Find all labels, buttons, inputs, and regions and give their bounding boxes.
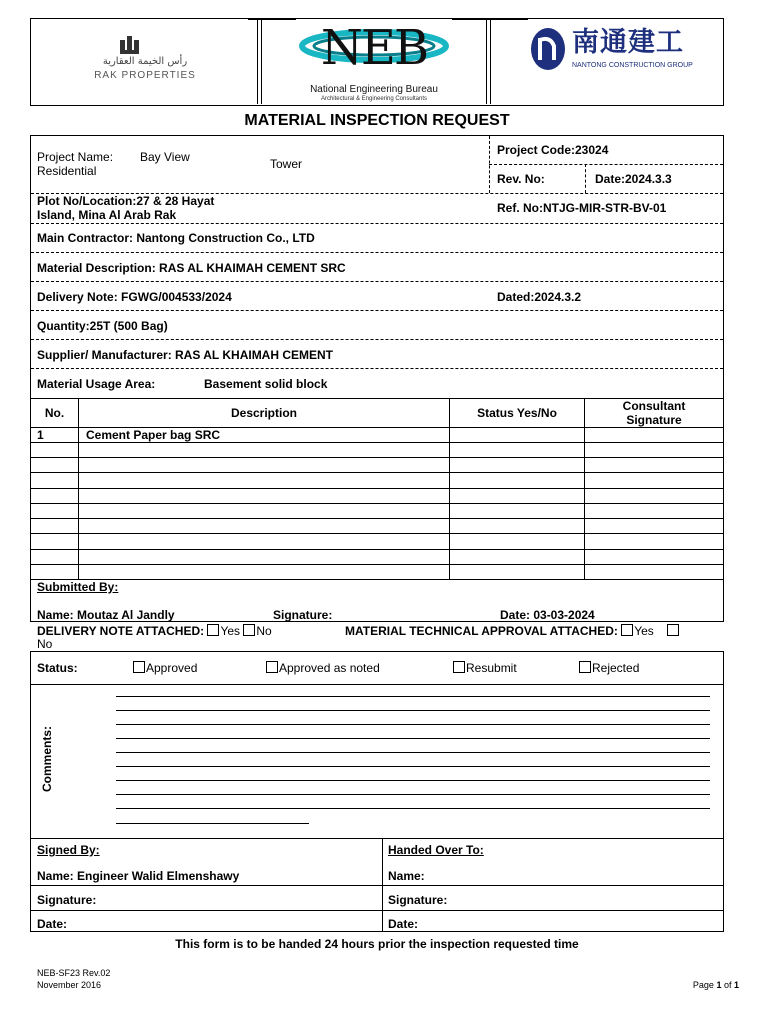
- material-description: Material Description: RAS AL KHAIMAH CEMENT SRC: [37, 261, 346, 275]
- nantong-logo: [528, 26, 714, 76]
- status-label: Status:: [37, 661, 78, 675]
- supplier: Supplier/ Manufacturer: RAS AL KHAIMAH CEMENT: [37, 348, 334, 362]
- page-total: 1: [733, 980, 739, 990]
- signed-by-date: Date:: [37, 917, 68, 931]
- page-number: [693, 980, 739, 990]
- delivery-note: Delivery Note: FGWG/004533/2024: [37, 290, 232, 304]
- table-row-1-description: Cement Paper bag SRC: [86, 428, 221, 442]
- delivery-dated: Dated:2024.3.2: [497, 290, 582, 304]
- column-header-no: No.: [44, 406, 65, 420]
- status-resubmit-option[interactable]: [453, 661, 517, 675]
- column-header-status: Status Yes/No: [477, 406, 557, 420]
- form-number: NEB-SF23 Rev.02: [37, 968, 111, 978]
- plot-location-line1: Plot No/Location:27 & 28 Hayat: [37, 194, 215, 208]
- approved-noted-checkbox[interactable]: [266, 661, 278, 673]
- handed-over-label: Handed Over To:: [388, 843, 484, 857]
- project-name-part3: Tower: [270, 157, 303, 171]
- rejected-checkbox[interactable]: [579, 661, 591, 673]
- review-box: [30, 651, 724, 932]
- consultant-line1: Consultant: [622, 399, 686, 413]
- rak-english-name: RAK PROPERTIES: [94, 70, 196, 81]
- handover-note: This form is to be handed 24 hours prior the inspection requested time: [175, 937, 579, 951]
- nantong-mark-icon: [528, 26, 568, 72]
- page-of: of: [721, 980, 734, 990]
- rejected-label: Rejected: [592, 661, 640, 675]
- handed-over-date: Date:: [388, 917, 419, 931]
- delivery-note-attached: [37, 624, 272, 638]
- consultant-line2: Signature: [626, 413, 682, 427]
- usage-area-value: Basement solid block: [204, 377, 328, 391]
- submitted-date: Date: 03-03-2024: [500, 608, 595, 622]
- approval-no-label: No: [37, 637, 53, 651]
- signed-by-signature: Signature:: [37, 893, 97, 907]
- signed-by-name: Name: Engineer Walid Elmenshawy: [37, 869, 240, 883]
- rak-arabic-name: رأس الخيمة العقارية: [102, 56, 188, 67]
- approved-noted-label: Approved as noted: [279, 661, 380, 675]
- handed-over-name: Name:: [388, 869, 425, 883]
- column-header-consultant: [585, 399, 723, 427]
- resubmit-label: Resubmit: [466, 661, 517, 675]
- submitted-name: Name: Moutaz Al Jandly: [37, 608, 175, 622]
- rak-mark-icon: [80, 34, 210, 56]
- submitted-by-label: Submitted By:: [37, 580, 119, 594]
- approval-yes-label: Yes: [634, 624, 654, 638]
- usage-area-label: Material Usage Area:: [37, 377, 156, 391]
- resubmit-checkbox[interactable]: [453, 661, 465, 673]
- neb-logo: [298, 22, 450, 104]
- column-header-description: Description: [230, 406, 297, 420]
- approved-checkbox[interactable]: [133, 661, 145, 673]
- rev-no: Rev. No:: [497, 172, 545, 186]
- rak-properties-logo: [80, 34, 210, 89]
- delivery-no-checkbox[interactable]: [243, 624, 255, 636]
- request-date: Date:2024.3.3: [595, 172, 672, 186]
- nantong-chinese-name: 南通建工: [572, 27, 684, 58]
- neb-tagline: Architectural & Engineering Consultants: [320, 96, 428, 102]
- comments-label: Comments:: [40, 726, 54, 793]
- technical-approval-attached: [345, 624, 680, 638]
- delivery-yes-label: Yes: [220, 624, 241, 638]
- quantity: Quantity:25T (500 Bag): [37, 319, 168, 333]
- neb-mark: NEB: [320, 20, 428, 76]
- page-current: 1: [716, 980, 722, 990]
- approval-attached-label: MATERIAL TECHNICAL APPROVAL ATTACHED:: [345, 624, 618, 638]
- delivery-no-label: No: [256, 624, 272, 638]
- submitted-signature: Signature:: [273, 608, 333, 622]
- project-name-part2: Residential: [37, 164, 97, 178]
- status-approved-noted-option[interactable]: [266, 661, 380, 675]
- status-approved-option[interactable]: [133, 661, 197, 675]
- approved-label: Approved: [146, 661, 198, 675]
- plot-location-line2: Island, Mina Al Arab Rak: [37, 208, 177, 222]
- handed-over-signature: Signature:: [388, 893, 448, 907]
- project-code: Project Code:23024: [497, 143, 609, 157]
- project-name-label: Project Name:: [37, 150, 114, 164]
- page-prefix: Page: [692, 980, 717, 990]
- neb-full-name: National Engineering Bureau: [310, 84, 438, 95]
- delivery-attached-label: DELIVERY NOTE ATTACHED:: [37, 624, 205, 638]
- delivery-yes-checkbox[interactable]: [207, 624, 219, 636]
- form-date: November 2016: [37, 980, 102, 990]
- approval-yes-checkbox[interactable]: [621, 624, 633, 636]
- signed-by-label: Signed By:: [37, 843, 100, 857]
- main-contractor: Main Contractor: Nantong Construction Co., LTD: [37, 231, 315, 245]
- nantong-english-name: NANTONG CONSTRUCTION GROUP: [572, 62, 693, 69]
- project-name-part1: Bay View: [140, 150, 190, 164]
- table-row-1-no: 1: [37, 428, 44, 442]
- status-rejected-option[interactable]: [579, 661, 639, 675]
- approval-no-checkbox[interactable]: [667, 624, 679, 636]
- ref-no: Ref. No:NTJG-MIR-STR-BV-01: [497, 201, 667, 215]
- page-title: MATERIAL INSPECTION REQUEST: [244, 112, 510, 129]
